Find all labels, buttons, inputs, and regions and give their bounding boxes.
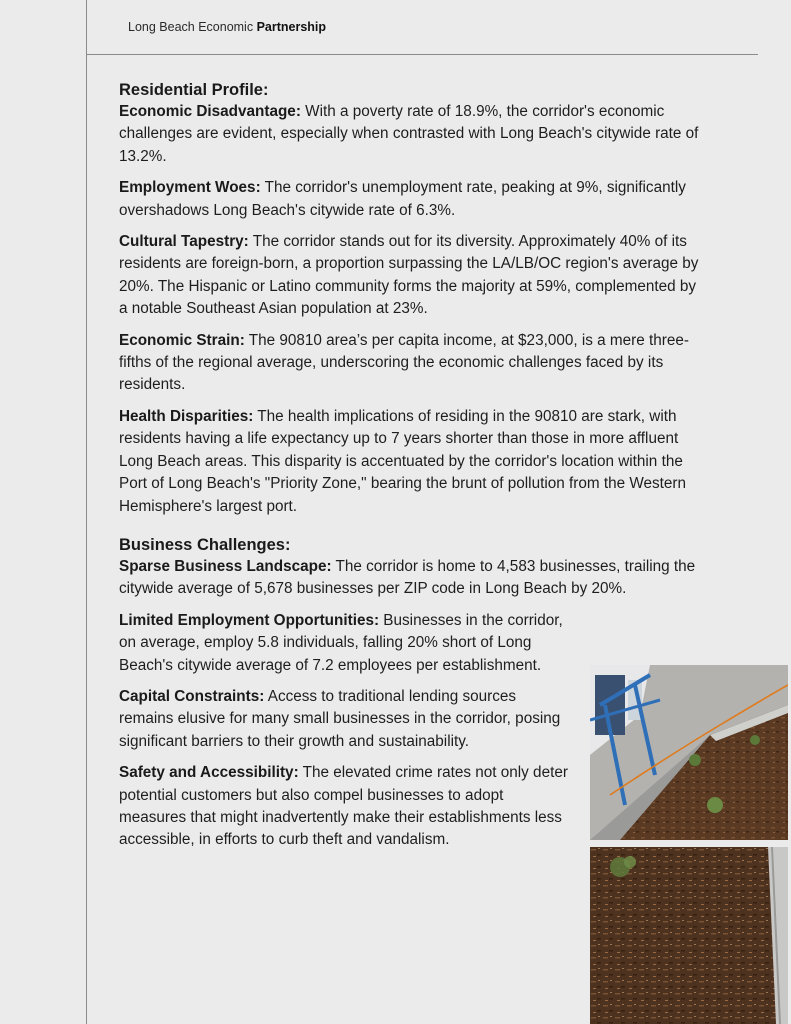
corridor-photo-mulch bbox=[590, 847, 788, 1024]
health-disparities-paragraph bbox=[119, 406, 699, 518]
paragraph-label: Health Disparities: bbox=[119, 407, 254, 425]
paragraph-text: The corridor is home to 4,583 businesses, trailing the citywide average of 5,678 businesses per ZIP code in Long Beach by 20%. bbox=[119, 557, 696, 598]
paragraph-text: Access to traditional lending sources remains elusive for many small businesses in the corridor, posing significant barriers to their growth and sustainability. bbox=[119, 687, 561, 750]
economic-strain-paragraph bbox=[119, 330, 699, 397]
capital-constraints-paragraph bbox=[119, 686, 574, 753]
paragraph-text: The 90810 area’s per capita income, at $23,000, is a mere three-fifths of the regional average, underscoring the economic challenges faced by its residents. bbox=[119, 331, 689, 394]
header-org-name: Long Beach Economic bbox=[128, 20, 254, 34]
paragraph-text: The corridor's unemployment rate, peaking at 9%, significantly overshadows Long Beach's citywide rate of 6.3%. bbox=[119, 179, 686, 219]
employment-woes-paragraph bbox=[119, 177, 699, 222]
cultural-tapestry-paragraph bbox=[119, 231, 699, 321]
paragraph-label: Economic Strain: bbox=[119, 331, 245, 349]
residential-profile-heading: Residential Profile: bbox=[119, 81, 269, 99]
left-margin-rule bbox=[86, 0, 87, 1024]
corridor-photo-railing bbox=[590, 665, 788, 840]
paragraph-label: Safety and Accessibility: bbox=[119, 764, 299, 782]
business-challenges-heading: Business Challenges: bbox=[119, 535, 291, 554]
paragraph-text: Businesses in the corridor, on average, employ 5.8 individuals, falling 20% short of Long Beach's citywide average of 7.2 employees per establishment. bbox=[119, 611, 563, 674]
sparse-business-paragraph bbox=[119, 556, 699, 601]
paragraph-label: Limited Employment Opportunities: bbox=[119, 611, 380, 629]
paragraph-text: The health implications of residing in the 90810 are stark, with residents having a life expectancy up to 7 years shorter than those in more affluent Long Beach areas. This disparity is accentuated by the corridor's location within the Port of Long Beach's "Priority Zone," bearing the brunt of pollution from the Western Hemisphere's largest port. bbox=[119, 407, 687, 515]
header-org-bold: Partnership bbox=[256, 20, 327, 34]
paragraph-text: The elevated crime rates not only deter potential customers but also compel businesses to adopt measures that might inadvertently make their establishments less accessible, in efforts to curb theft and vandalism. bbox=[119, 764, 568, 849]
page-header bbox=[128, 20, 326, 34]
header-rule bbox=[86, 54, 758, 55]
limited-employment-paragraph bbox=[119, 610, 574, 677]
paragraph-label: Economic Disadvantage: bbox=[119, 103, 301, 120]
paragraph-label: Capital Constraints: bbox=[119, 687, 265, 705]
paragraph-text: The corridor stands out for its diversity. Approximately 40% of its residents are foreign-born, a proportion surpassing the LA/LB/OC region's average by 20%. The Hispanic or Latino community forms the majority at 59%, complemented by a notable Southeast Asian population at 23%. bbox=[119, 233, 699, 318]
paragraph-text: With a poverty rate of 18.9%, the corridor's economic challenges are evident, especially when contrasted with Long Beach's citywide rate of 13.2%. bbox=[119, 103, 699, 165]
paragraph-label: Sparse Business Landscape: bbox=[119, 557, 332, 575]
economic-disadvantage-paragraph bbox=[119, 101, 699, 168]
safety-accessibility-paragraph bbox=[119, 762, 574, 852]
paragraph-label: Employment Woes: bbox=[119, 179, 261, 197]
paragraph-label: Cultural Tapestry: bbox=[119, 233, 249, 251]
